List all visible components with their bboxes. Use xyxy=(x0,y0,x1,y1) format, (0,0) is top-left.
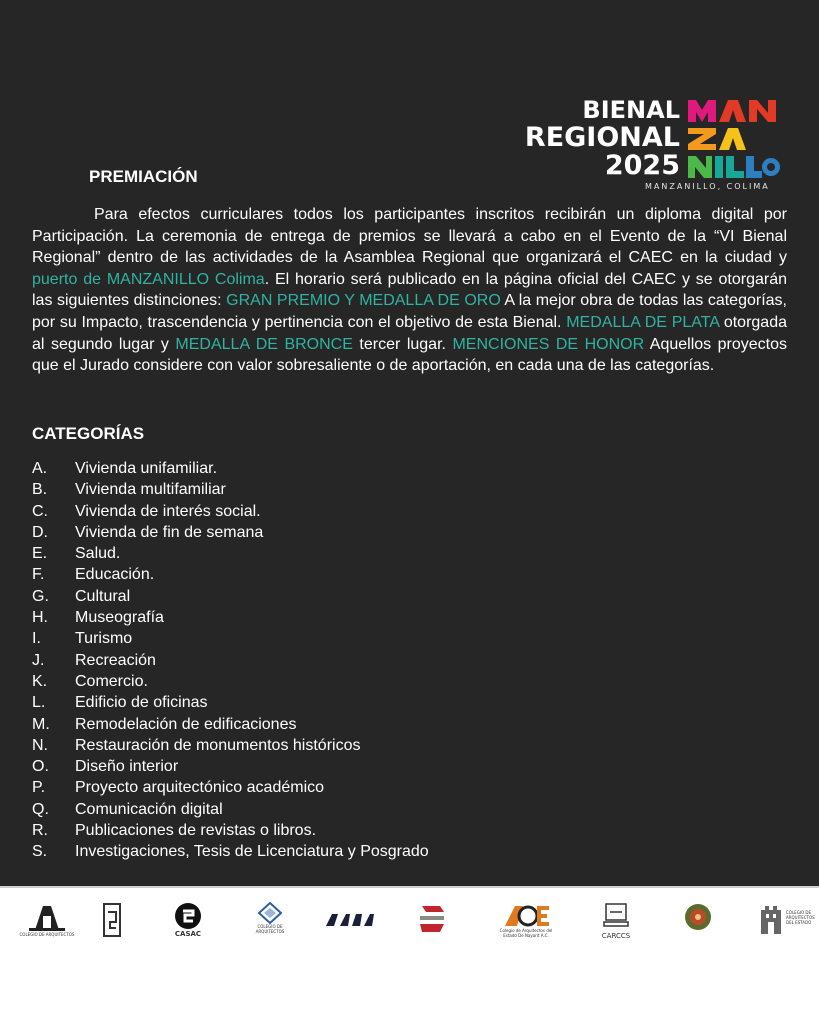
category-label: Vivienda de interés social. xyxy=(75,502,261,520)
category-letter: C. xyxy=(32,502,48,520)
casac-logo xyxy=(170,902,206,938)
category-item xyxy=(32,777,429,798)
premiacion-paragraph xyxy=(32,204,787,377)
cae-icon xyxy=(501,902,551,928)
category-label: Diseño interior xyxy=(75,758,179,776)
category-item xyxy=(32,628,429,649)
category-letter: K. xyxy=(32,672,48,690)
casac-icon xyxy=(174,902,202,930)
category-letter: O. xyxy=(32,758,49,776)
tower-icon xyxy=(102,902,122,938)
colegio-arquitectos-puerto-vallarta-logo xyxy=(248,902,292,934)
category-item xyxy=(32,543,429,564)
logo-caption: CASAC xyxy=(174,930,202,938)
carccs-logo xyxy=(596,902,636,940)
category-letter: M. xyxy=(32,715,50,733)
category-item xyxy=(32,756,429,777)
highlighted-text: MEDALLA DE PLATA xyxy=(566,313,720,331)
category-item xyxy=(32,799,429,820)
category-item xyxy=(32,692,429,713)
category-label: Vivienda unifamiliar. xyxy=(75,460,218,477)
category-label: Cultural xyxy=(75,587,131,605)
colegio-arquitectos-nayarit-logo xyxy=(498,902,554,938)
category-label: Vivienda multifamiliar xyxy=(75,481,226,499)
category-item xyxy=(32,671,429,692)
category-label: Proyecto arquitectónico académico xyxy=(75,779,325,797)
paragraph-text: tercer lugar. xyxy=(352,335,453,353)
cama-icon xyxy=(324,912,376,928)
category-letter: J. xyxy=(32,651,45,669)
paragraph-text: . El horario será publicado en la página oficial del CAEC y se otorgarán las siguientes distinciones: xyxy=(32,270,788,310)
category-letter: R. xyxy=(32,822,48,840)
colegio-logo-6 xyxy=(410,902,454,936)
monitor-icon xyxy=(602,902,630,932)
category-label: Museografía xyxy=(75,609,164,627)
footer-logos xyxy=(0,886,819,958)
categories-list xyxy=(32,458,429,863)
category-letter: S. xyxy=(32,843,48,861)
highlighted-text: MENCIONES DE HONOR xyxy=(452,335,645,353)
category-label: Vivienda de fin de semana xyxy=(75,523,264,541)
category-label: Salud. xyxy=(75,545,121,563)
highlighted-text: GRAN PREMIO Y MEDALLA DE ORO xyxy=(226,292,501,310)
category-item xyxy=(32,714,429,735)
highlighted-text: puerto de MANZANILLO Colima xyxy=(32,270,265,288)
categorias-heading: CATEGORÍAS xyxy=(32,424,145,443)
category-item xyxy=(32,479,429,500)
category-letter: D. xyxy=(32,523,48,541)
paragraph-text: otorgada al segundo lugar y xyxy=(32,313,788,353)
category-letter: N. xyxy=(32,736,48,754)
building-icon xyxy=(27,902,67,932)
logo-line-2: REGIONAL xyxy=(524,122,680,153)
logo-line-1: BIENAL xyxy=(582,96,680,124)
category-label: Comercio. xyxy=(75,672,148,690)
category-letter: H. xyxy=(32,609,48,627)
logo-caption: COLEGIO DE ARQUITECTOS xyxy=(19,932,75,937)
logo-subtitle: MANZANILLO, COLIMA xyxy=(645,182,770,191)
category-label: Investigaciones, Tesis de Licenciatura y Posgrado xyxy=(75,843,429,861)
category-item xyxy=(32,650,429,671)
category-item xyxy=(32,564,429,585)
highlighted-text: MEDALLA DE BRONCE xyxy=(175,335,353,353)
colegio-arquitectos-estado-logo xyxy=(758,902,814,936)
category-label: Publicaciones de revistas o libros. xyxy=(75,822,317,840)
logo-line-3: 2025 xyxy=(604,150,680,181)
category-label: Remodelación de edificaciones xyxy=(75,715,297,733)
category-label: Comunicación digital xyxy=(75,800,223,818)
paragraph-text: A la mejor obra de todas las categorías, por su Impacto, trascendencia y pertinencia con el objetivo de esta Bienal. xyxy=(32,292,787,331)
category-letter: Q. xyxy=(32,800,49,818)
logo-wordmark xyxy=(525,96,680,180)
category-item xyxy=(32,820,429,841)
logo-caption: COLEGIO DE ARQUITECTOS xyxy=(255,924,285,934)
castle-icon xyxy=(758,902,784,936)
category-letter: A. xyxy=(32,460,48,477)
category-label: Edificio de oficinas xyxy=(75,694,208,712)
category-letter: L. xyxy=(32,694,46,712)
category-item xyxy=(32,458,429,479)
colegio-logo-9 xyxy=(678,902,718,932)
category-label: Restauración de monumentos históricos xyxy=(75,736,361,754)
manzanillo-letters-icon xyxy=(688,100,780,178)
category-label: Turismo xyxy=(75,630,133,648)
category-item xyxy=(32,735,429,756)
category-letter: P. xyxy=(32,779,46,797)
seal-icon xyxy=(683,902,713,932)
premiacion-heading: PREMIACIÓN xyxy=(89,167,198,186)
category-item xyxy=(32,501,429,522)
colegio-arquitectos-colima-logo xyxy=(8,902,86,937)
diamond-icon xyxy=(257,902,283,924)
category-item xyxy=(32,607,429,628)
category-letter: E. xyxy=(32,545,48,563)
category-letter: G. xyxy=(32,587,49,605)
category-item xyxy=(32,522,429,543)
category-label: Educación. xyxy=(75,566,155,584)
bienal-logo xyxy=(520,96,790,196)
logo-caption: Colegio de Arquitectos del Estado De Nayarit A.C. xyxy=(499,928,553,938)
paragraph-text: Aquellos proyectos que el Jurado considere con valor sobresaliente o de aportación, en cada una de las categorías. xyxy=(32,335,788,375)
cama-logo xyxy=(322,912,378,928)
colegio-logo-2 xyxy=(100,902,124,938)
category-letter: F. xyxy=(32,566,45,584)
logo-caption: CARCCS xyxy=(601,932,631,940)
category-item xyxy=(32,586,429,607)
red-lines-icon xyxy=(414,902,450,936)
category-letter: I. xyxy=(32,630,41,648)
logo-caption: COLEGIO DE ARQUITECTOS DEL ESTADO xyxy=(786,910,815,925)
category-letter: B. xyxy=(32,481,48,499)
category-item xyxy=(32,841,429,862)
category-label: Recreación xyxy=(75,651,156,669)
paragraph-text: Para efectos curriculares todos los participantes inscritos recibirán un diploma digital por Participación. La ceremonia de entrega de premios se llevará a cabo en el Evento de la “VI Bienal Regional” dentro de las actividades de la Asamblea Regional que organizará el CAEC en la ciudad y xyxy=(32,206,787,267)
